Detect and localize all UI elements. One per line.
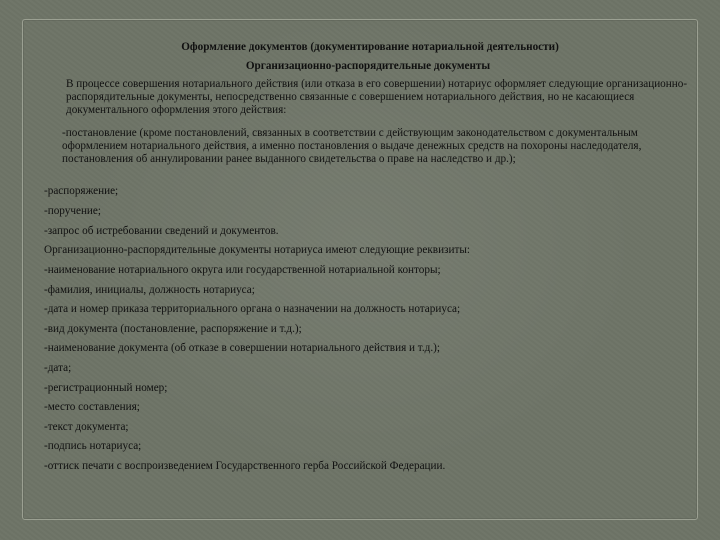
list-item: -текст документа;: [44, 421, 129, 433]
list-item: -дата;: [44, 362, 72, 374]
requisites-heading: Организационно-распорядительные документы нотариуса имеют следующие реквизиты:: [44, 244, 470, 256]
list-item: -дата и номер приказа территориального органа о назначении на должность нотариуса;: [44, 303, 461, 315]
list-item: -наименование нотариального округа или государственной нотариальной конторы;: [44, 264, 441, 276]
list-item: -распоряжение;: [44, 185, 119, 197]
list-item: -наименование документа (об отказе в совершении нотариального действия и т.д.);: [44, 342, 440, 354]
list-item: -регистрационный номер;: [44, 382, 168, 394]
list-item: -место составления;: [44, 401, 140, 413]
intro-paragraph: В процессе совершения нотариального действия (или отказа в его совершении) нотариус оформляет следующие организационно-распорядительные документы, непосредственно связанные с совершением нотариального действия, но не касающиеся документального оформления этого действия:: [66, 78, 688, 117]
list-item: -поручение;: [44, 205, 101, 217]
resolution-paragraph: -постановление (кроме постановлений, связанных в соответствии с действующим законодательством с документальным оформлением нотариального действия, а именно постановления о выдаче денежных средств на похороны наследодателя, постановления об аннулировании ранее выданного свидетельства о праве на наследство и др.);: [62, 127, 642, 166]
list-item: -подпись нотариуса;: [44, 440, 142, 452]
list-item: -вид документа (постановление, распоряжение и т.д.);: [44, 323, 302, 335]
list-item: -фамилия, инициалы, должность нотариуса;: [44, 284, 255, 296]
section-heading: Организационно-распорядительные документы: [245, 60, 491, 72]
list-item: -запрос об истребовании сведений и документов.: [44, 225, 279, 237]
document-title: Оформление документов (документирование нотариальной деятельности): [181, 41, 559, 53]
list-item: -оттиск печати с воспроизведением Государственного герба Российской Федерации.: [44, 460, 446, 472]
